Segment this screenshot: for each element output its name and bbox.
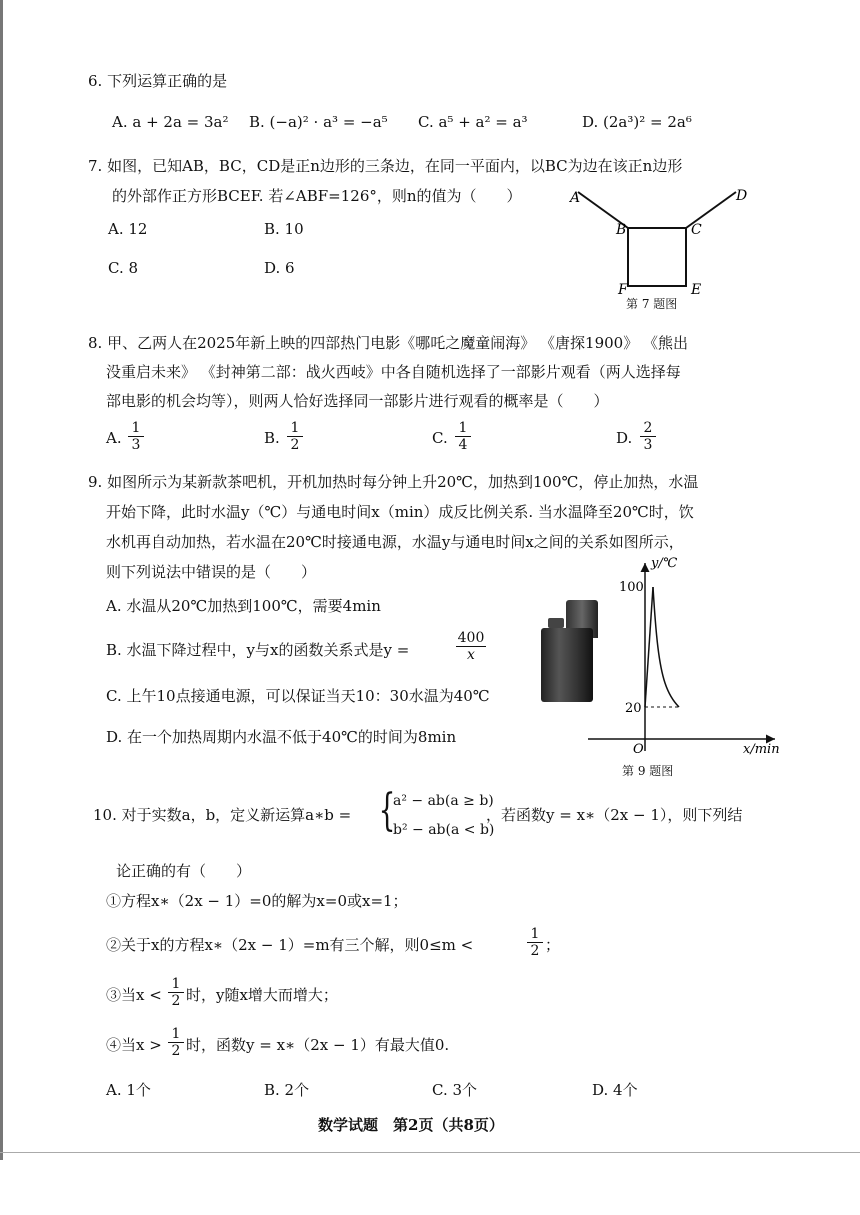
q9-cooling-curve [653, 587, 679, 707]
q10-statement-4-end: 时，函数y = x∗（2x − 1）有最大值0. [186, 1036, 450, 1054]
q10-statement-2: ②关于x的方程x∗（2x − 1）=m有三个解，则0≤m < [106, 936, 474, 954]
q9-line4: 则下列说法中错误的是（ ） [106, 563, 317, 581]
q9-option-d: D. 在一个加热周期内水温不低于40℃的时间为8min [106, 728, 457, 746]
q7-line1: 7. 如图，已知AB，BC，CD是正n边形的三条边，在同一平面内，以BC为边在该正n边形 [88, 157, 683, 175]
q9-tick-20: 20 [625, 701, 642, 716]
q7-label-c: C [691, 222, 702, 238]
q9-line3: 水机再自动加热，若水温在20℃时接通电源，水温y与通电时间x之间的关系如图所示， [106, 533, 684, 551]
q7-label-a: A [570, 190, 581, 206]
page-footer: 数学试题 第2页（共8页） [318, 1116, 504, 1134]
q7-figure [560, 180, 760, 310]
q8-option-b-den: 2 [290, 437, 300, 453]
q8-option-b-label: B. [264, 429, 280, 447]
q9-tick-100: 100 [619, 580, 644, 595]
q9-option-b-den: x [467, 647, 475, 663]
q8-option-a-num: 1 [128, 420, 144, 437]
q7-label-d: D [736, 188, 748, 204]
q8-option-c-fraction [455, 420, 471, 453]
q8-option-d-den: 3 [643, 437, 653, 453]
q7-caption: 第 7 题图 [626, 297, 678, 311]
q10-option-c: C. 3个 [432, 1081, 478, 1099]
q10-s4-num: 1 [168, 1026, 184, 1043]
q8-option-a-label: A. [106, 429, 122, 447]
q10-stem-post: ，若函数y = x∗（2x − 1），则下列结 [486, 806, 743, 824]
q8-option-d-label: D. [616, 429, 633, 447]
q10-s4-den: 2 [171, 1043, 181, 1059]
q10-statement-1: ①方程x∗（2x − 1）=0的解为x=0或x=1； [106, 892, 408, 910]
q10-brace: { [378, 785, 396, 836]
q8-option-b-fraction [287, 420, 303, 453]
q10-statement-2-end: ； [545, 936, 561, 954]
q6-option-a: A. a + 2a = 3a² [112, 113, 229, 131]
q9-option-c: C. 上午10点接通电源，可以保证当天10：30水温为40℃ [106, 687, 490, 705]
q6-option-c: C. a⁵ + a² = a³ [418, 113, 528, 131]
q7-label-b: B [616, 222, 627, 238]
q9-x-label: x/min [743, 742, 780, 755]
q10-s2-num: 1 [527, 926, 543, 943]
q10-s2-den: 2 [530, 943, 540, 959]
q7-label-f: F [618, 282, 628, 298]
q8-option-c-num: 1 [455, 420, 471, 437]
q8-line1: 8. 甲、乙两人在2025年新上映的四部热门电影《哪吒之魔童闹海》 《唐探1900》 《熊出 [88, 334, 688, 352]
q10-case-1: a² − ab(a ≥ b) [393, 793, 494, 809]
q10-option-d: D. 4个 [592, 1081, 638, 1099]
q9-option-b-fraction [456, 630, 486, 663]
q9-line1: 9. 如图所示为某新款茶吧机，开机加热时每分钟上升20℃，加热到100℃，停止加热，水温 [88, 473, 699, 491]
q8-option-c-den: 4 [458, 437, 468, 453]
q9-option-b-num: 400 [457, 630, 485, 646]
q7-option-d: D. 6 [264, 259, 295, 277]
q9-graph [585, 555, 785, 755]
q8-option-d-num: 2 [640, 420, 656, 437]
q7-line2: 的外部作正方形BCEF. 若∠ABF=126°，则n的值为（ ） [112, 187, 522, 205]
q10-statement-4-fraction [168, 1026, 184, 1059]
q7-square-bcef [628, 228, 686, 286]
q6-option-d: D. (2a³)² = 2a⁶ [582, 113, 692, 131]
q8-option-a-fraction [128, 420, 144, 453]
q8-option-c-label: C. [432, 429, 448, 447]
q9-origin-label: O [633, 742, 644, 755]
q8-option-a-den: 3 [131, 437, 141, 453]
q10-statement-4: ④当x > [106, 1036, 162, 1054]
q10-statement-2-fraction [527, 926, 543, 959]
q10-statement-3-fraction [168, 976, 184, 1009]
q6-stem: 6. 下列运算正确的是 [88, 72, 228, 90]
q10-option-b: B. 2个 [264, 1081, 310, 1099]
q10-s3-num: 1 [168, 976, 184, 993]
q8-option-d-fraction [640, 420, 656, 453]
page-bottom-edge [0, 1152, 860, 1153]
q9-option-a: A. 水温从20℃加热到100℃，需要4min [106, 597, 381, 615]
q7-label-e: E [691, 282, 702, 298]
scan-edge-left [0, 0, 3, 1160]
q10-stem-pre: 10. 对于实数a，b，定义新运算a∗b = [93, 806, 352, 824]
q7-option-c: C. 8 [108, 259, 139, 277]
q8-option-b-num: 1 [287, 420, 303, 437]
q10-s3-den: 2 [171, 993, 181, 1009]
tea-machine-nozzle [548, 618, 564, 628]
q9-y-label: y/℃ [651, 556, 678, 571]
q9-line2: 开始下降，此时水温y（℃）与通电时间x（min）成反比例关系. 当水温降至20℃时，饮 [106, 503, 694, 521]
q10-option-a: A. 1个 [106, 1081, 151, 1099]
q9-caption: 第 9 题图 [622, 764, 674, 778]
q7-option-a: A. 12 [108, 220, 148, 238]
q9-option-b-text: B. 水温下降过程中，y与x的函数关系式是y = [106, 641, 410, 659]
q8-line3: 部电影的机会均等），则两人恰好选择同一部影片进行观看的概率是（ ） [106, 392, 609, 410]
q10-statement-3-end: 时，y随x增大而增大； [186, 986, 338, 1004]
q7-option-b: B. 10 [264, 220, 304, 238]
q6-option-b: B. (−a)² · a³ = −a⁵ [249, 113, 388, 131]
q8-line2: 没重启未来》 《封神第二部：战火西岐》中各自随机选择了一部影片观看（两人选择每 [106, 363, 681, 381]
q10-line2: 论正确的有（ ） [116, 862, 252, 880]
q9-heating-line [645, 587, 653, 707]
q10-case-2: b² − ab(a < b) [393, 822, 495, 838]
q10-statement-3: ③当x < [106, 986, 162, 1004]
